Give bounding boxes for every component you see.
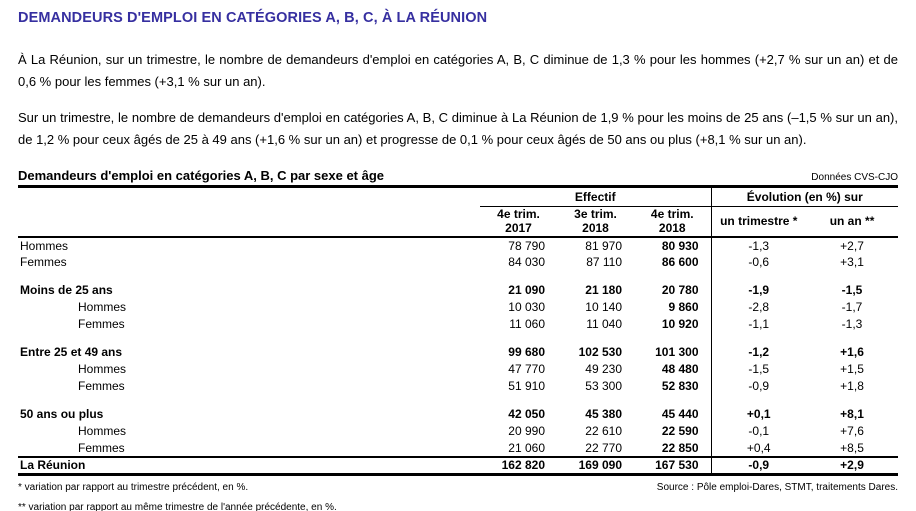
cell-evo-an: -1,7 [841,300,863,314]
table-row-50-plus-hommes [18,423,898,440]
cell-evo-trimestre: +0,4 [711,440,806,457]
table-row-entre-25-49-femmes [18,378,898,395]
cell-4t2017: 20 990 [508,424,545,438]
cell-evo-an: +1,6 [840,345,864,359]
spacer-row [18,271,898,282]
cell-evo-trimestre: -1,1 [711,316,806,333]
spacer-row [18,395,898,406]
cell-evo-trimestre: -1,5 [711,361,806,378]
table-row-50-plus-femmes [18,440,898,457]
header-group-effectif: Effectif [480,187,711,207]
intro-paragraph-2: Sur un trimestre, le nombre de demandeurs d'emploi en catégories A, B, C diminue à La Réunion de 1,9 % pour les moins de 25 ans (–1,5 % sur un an), de 1,2 % pour ceux âgés de 25 à 49 ans (+1,6 % sur un an) et progresse de 0,1 % pour ceux âgés de 50 ans ou plus (+8,1 % sur un an). [18,110,898,147]
table-row-femmes [18,254,898,271]
document-title: DEMANDEURS D'EMPLOI EN CATÉGORIES A, B, C, À LA RÉUNION [18,10,488,26]
cell-4t2017: 42 050 [508,407,545,421]
cell-3t2018: 81 970 [585,238,622,253]
cell-3t2018: 11 040 [586,317,622,331]
cell-4t2018: 10 920 [661,317,699,331]
cell-evo-an: +2,7 [840,238,864,253]
cell-4t2017: 51 910 [508,379,545,393]
cell-4t2017: 99 680 [508,345,545,359]
cell-3t2018: 45 380 [585,407,622,421]
cell-evo-an: +3,1 [840,255,864,269]
cell-evo-trimestre: -1,2 [711,344,806,361]
table-row-entre-25-49-hommes [18,361,898,378]
cell-4t2017: 21 060 [508,440,545,455]
cell-3t2018: 53 300 [585,379,622,393]
cell-evo-trimestre: -1,9 [711,282,806,299]
row-label: Femmes [78,440,125,455]
row-label: Femmes [20,255,67,269]
row-label: Entre 25 et 49 ans [20,345,123,359]
row-label: Moins de 25 ans [20,283,113,297]
cell-4t2018: 167 530 [634,457,711,475]
header-col-4t2018: 4e trim. 2018 [634,207,711,237]
table-row-entre-25-49 [18,344,898,361]
cell-4t2017: 84 030 [508,255,545,269]
table-title-row [18,168,898,185]
cell-3t2018: 49 230 [585,362,622,376]
cell-3t2018: 10 140 [585,300,622,314]
header-col-3t2018: 3e trim. 2018 [557,207,634,237]
cell-4t2017: 21 090 [508,283,545,297]
cell-evo-an: +1,8 [840,379,864,393]
header-columns-row [18,207,898,237]
cell-evo-an: +8,1 [840,407,864,421]
row-label: La Réunion [18,457,480,475]
cell-3t2018: 22 610 [585,424,622,438]
footnotes [18,482,898,511]
header-col-trimestre: un trimestre * [711,207,806,237]
header-group-row [18,187,898,207]
header-group-evolution: Évolution (en %) sur [711,187,898,207]
row-label: Hommes [20,238,69,253]
cell-3t2018: 22 770 [585,440,622,455]
source-note: Source : Pôle emploi-Dares, STMT, traitements Dares. [656,482,898,493]
cell-3t2018: 87 110 [586,255,622,269]
cell-4t2018: 80 930 [661,238,699,253]
cell-evo-an: -1,5 [841,283,863,297]
intro-paragraph-1: À La Réunion, sur un trimestre, le nombre de demandeurs d'emploi en catégories A, B, C diminue de 1,3 % pour les hommes (+2,7 % sur un an) et de 0,6 % pour les femmes (+3,1 % sur un an). [18,52,898,89]
cell-evo-trimestre: -0,9 [711,378,806,395]
cell-evo-trimestre: -0,1 [711,423,806,440]
cell-evo-an: -1,3 [841,317,863,331]
cell-4t2018: 101 300 [655,345,699,359]
cell-4t2018: 48 480 [661,362,699,376]
header-col-4t2017: 4e trim. 2017 [480,207,557,237]
cell-3t2018: 102 530 [578,345,622,359]
cell-4t2017: 11 060 [509,317,545,331]
row-label: Femmes [78,317,125,331]
cell-evo-trimestre: -1,3 [711,237,806,254]
header-col-an: un an ** [806,207,898,237]
cell-evo-trimestre: +0,1 [711,406,806,423]
cell-4t2018: 22 590 [661,424,699,438]
cell-evo-trimestre: -2,8 [711,299,806,316]
header-empty-cell [18,187,480,207]
cell-4t2018: 22 850 [661,440,699,455]
table-row-moins-25-hommes [18,299,898,316]
data-note: Données CVS-CJO [811,172,898,183]
cell-4t2018: 20 780 [661,283,699,297]
spacer-row [18,333,898,344]
cell-4t2017: 78 790 [508,238,545,253]
table-title: Demandeurs d'emploi en catégories A, B, C par sexe et âge [18,168,385,183]
cell-3t2018: 169 090 [557,457,634,475]
cell-evo-an: +8,5 [840,440,864,455]
table-row-hommes [18,237,898,254]
cell-evo-trimestre: -0,9 [711,457,806,475]
employment-table [18,185,898,476]
row-label: Hommes [78,424,127,438]
row-label: Femmes [78,379,125,393]
footnote-annee: ** variation par rapport au même trimestre de l'année précédente, en %. [18,502,337,511]
cell-4t2018: 52 830 [661,379,699,393]
table-row-50-ans-plus [18,406,898,423]
table-row-moins-25-ans [18,282,898,299]
cell-evo-an: +1,5 [840,362,864,376]
row-label: Hommes [78,300,127,314]
cell-4t2017: 162 820 [480,457,557,475]
cell-evo-an: +7,6 [840,424,864,438]
cell-4t2018: 45 440 [661,407,699,421]
cell-4t2018: 86 600 [661,255,699,269]
row-label: Hommes [78,362,127,376]
cell-4t2017: 47 770 [508,362,545,376]
footnote-trimestre: * variation par rapport au trimestre précédent, en %. [18,482,249,493]
cell-evo-trimestre: -0,6 [711,254,806,271]
cell-3t2018: 21 180 [585,283,622,297]
table-row-la-reunion-total [18,457,898,475]
header-empty-cell [18,207,480,237]
cell-evo-an: +2,9 [806,457,898,475]
cell-4t2018: 9 860 [668,300,699,314]
table-row-moins-25-femmes [18,316,898,333]
row-label: 50 ans ou plus [20,407,104,421]
cell-4t2017: 10 030 [508,300,545,314]
